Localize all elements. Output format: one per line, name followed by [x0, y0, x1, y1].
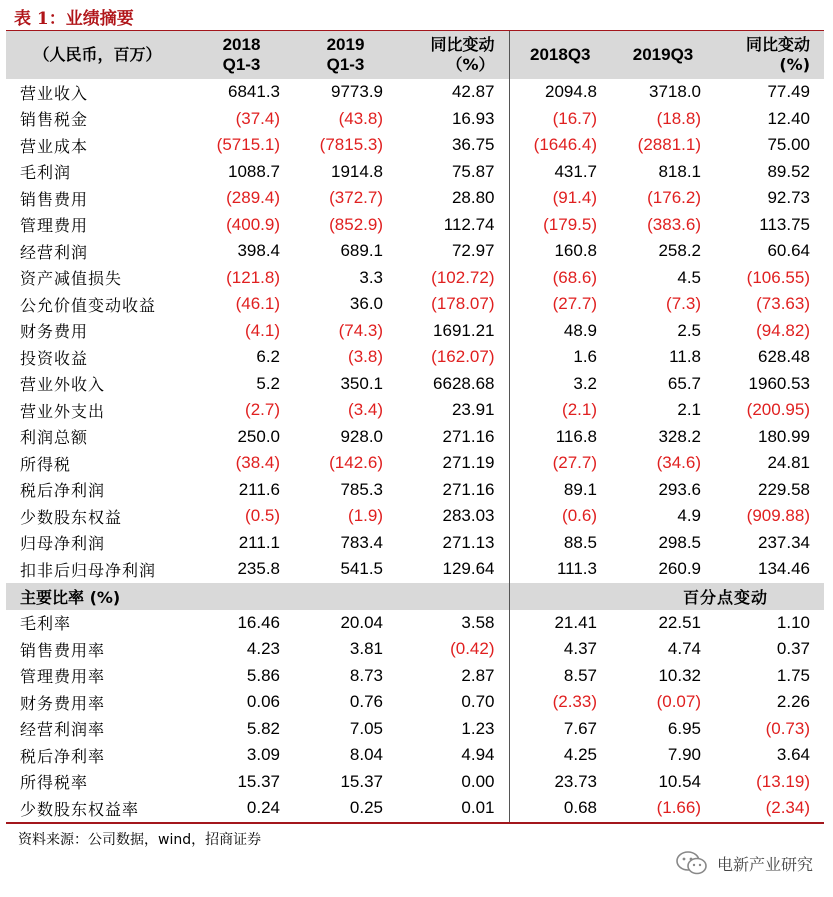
cell-value: 72.97 — [451, 241, 495, 261]
cell-value: 9773.9 — [331, 82, 383, 102]
row-label: 归母净利润 — [20, 534, 106, 554]
table-body — [6, 79, 824, 823]
cell-value: (34.6) — [656, 453, 701, 473]
cell-value: 16.46 — [237, 612, 280, 632]
cell-value: 3718.0 — [649, 82, 701, 102]
cell-value: 15.37 — [340, 771, 383, 791]
cell-value: 48.9 — [509, 318, 611, 345]
cell-value: 350.1 — [340, 373, 383, 393]
cell-value: (0.6) — [509, 503, 611, 530]
row-label: 毛利率 — [20, 614, 72, 634]
cell-value: 1.6 — [509, 344, 611, 371]
header-line1: 同比变动 — [430, 35, 495, 54]
cell-value: (38.4) — [235, 453, 280, 473]
section-right-label: 百分点变动 — [509, 583, 824, 610]
cell-value: 4.37 — [509, 636, 611, 663]
cell-value: 2.5 — [677, 320, 701, 340]
cell-value: 271.16 — [442, 426, 495, 446]
cell-value: 328.2 — [658, 426, 701, 446]
cell-value: 10.54 — [658, 771, 701, 791]
row-label: 少数股东权益率 — [6, 795, 189, 823]
row-label: 所得税率 — [20, 773, 89, 793]
cell-value: 237.34 — [758, 532, 810, 552]
cell-value: 7.05 — [349, 718, 383, 738]
cell-value: 92.73 — [767, 188, 810, 208]
cell-value: 75.00 — [767, 135, 810, 155]
table-row — [6, 344, 824, 371]
cell-value: 398.4 — [237, 241, 280, 261]
row-label: 经营利润 — [20, 242, 89, 262]
cell-value: (27.7) — [509, 291, 611, 318]
table-row — [6, 397, 824, 424]
cell-value: 1.23 — [461, 718, 495, 738]
row-label: 所得税 — [20, 454, 72, 474]
cell-value: (2.34) — [715, 795, 824, 823]
table-row — [6, 185, 824, 212]
cell-value: 258.2 — [658, 241, 701, 261]
cell-value: (2.33) — [509, 689, 611, 716]
row-label: 销售费用 — [20, 189, 89, 209]
cell-value: (178.07) — [431, 294, 495, 314]
row-label: 少数股东权益 — [20, 507, 123, 527]
cell-value: 113.75 — [759, 214, 810, 234]
header-col-yoy-1 — [397, 31, 509, 79]
cell-value: 89.52 — [767, 161, 810, 181]
cell-value: (16.7) — [509, 106, 611, 133]
cell-value: 271.19 — [442, 453, 495, 473]
cell-value: 260.9 — [658, 559, 701, 579]
row-label: 财务费用 — [20, 322, 89, 342]
table-row — [6, 610, 824, 637]
cell-value: 3.58 — [461, 612, 495, 632]
cell-value: 0.01 — [397, 795, 509, 823]
cell-value: 42.87 — [451, 82, 495, 102]
table-row — [6, 742, 824, 769]
row-label: 营业收入 — [20, 83, 89, 103]
table-row — [6, 689, 824, 716]
cell-value: (27.7) — [509, 450, 611, 477]
cell-value: 65.7 — [667, 373, 701, 393]
cell-value: 0.76 — [349, 692, 383, 712]
table-row — [6, 238, 824, 265]
cell-value: 4.25 — [509, 742, 611, 769]
table-row — [6, 503, 824, 530]
header-col-2018q3 — [509, 31, 611, 79]
cell-value: 1.10 — [776, 612, 810, 632]
cell-value: 6.95 — [667, 718, 701, 738]
cell-value: (3.4) — [348, 400, 383, 420]
header-col-2019-q1-3 — [294, 31, 397, 79]
watermark-text: 电新产业研究 — [716, 854, 813, 874]
cell-value: 4.23 — [246, 639, 280, 659]
cell-value: 160.8 — [509, 238, 611, 265]
cell-value: 88.5 — [509, 530, 611, 557]
table-row — [6, 318, 824, 345]
row-label: 公允价值变动收益 — [20, 295, 157, 315]
row-label: 销售费用率 — [20, 640, 106, 660]
cell-value: (400.9) — [226, 214, 280, 234]
cell-value: 3.2 — [509, 371, 611, 398]
cell-value: (74.3) — [338, 320, 383, 340]
header-line1: 2019 — [326, 35, 365, 54]
row-label: 毛利润 — [20, 163, 72, 183]
row-label: 税后净利润 — [20, 481, 106, 501]
cell-value: (68.6) — [509, 265, 611, 292]
cell-value: (372.7) — [329, 188, 383, 208]
table-row — [6, 371, 824, 398]
cell-value: 10.32 — [658, 665, 701, 685]
table-row — [6, 106, 824, 133]
cell-value: (5715.1) — [216, 135, 280, 155]
cell-value: (200.95) — [746, 400, 810, 420]
cell-value: 11.8 — [669, 347, 701, 367]
cell-value: 180.99 — [758, 426, 810, 446]
row-label: 资产减值损失 — [20, 269, 123, 289]
cell-value: (37.4) — [235, 108, 280, 128]
cell-value: 4.5 — [677, 267, 701, 287]
table-row — [6, 477, 824, 504]
cell-value: (852.9) — [329, 214, 383, 234]
cell-value: 28.80 — [451, 188, 495, 208]
cell-value: 0.37 — [776, 639, 810, 659]
row-label: 投资收益 — [20, 348, 89, 368]
header-line1: 2018 — [222, 35, 261, 54]
table-row — [6, 450, 824, 477]
cell-value: 541.5 — [340, 559, 383, 579]
cell-value: (46.1) — [235, 294, 280, 314]
cell-value: 4.74 — [667, 639, 701, 659]
cell-value: 0.00 — [461, 771, 495, 791]
row-label: 扣非后归母净利润 — [20, 560, 157, 580]
cell-value: 3.09 — [246, 745, 280, 765]
cell-value: (162.07) — [431, 347, 495, 367]
cell-value: 785.3 — [340, 479, 383, 499]
row-label: 财务费用率 — [20, 693, 106, 713]
cell-value: 16.93 — [451, 108, 495, 128]
cell-value: (13.19) — [756, 771, 810, 791]
cell-value: 7.67 — [509, 716, 611, 743]
cell-value: 2094.8 — [509, 79, 611, 106]
cell-value: (7.3) — [666, 294, 701, 314]
cell-value: (0.07) — [656, 692, 701, 712]
header-col-2019q3 — [611, 31, 715, 79]
cell-value: (0.5) — [245, 506, 280, 526]
row-label: 管理费用 — [20, 216, 89, 236]
table-row — [6, 265, 824, 292]
table-row — [6, 159, 824, 186]
cell-value: 6841.3 — [228, 82, 280, 102]
table-title: 表 1：业绩摘要 — [14, 9, 134, 29]
cell-value: (142.6) — [329, 453, 383, 473]
header-unit-label: （人民币，百万） — [6, 31, 189, 79]
cell-value: (2.7) — [245, 400, 280, 420]
cell-value: (176.2) — [647, 188, 701, 208]
cell-value: 211.1 — [238, 532, 280, 552]
header-line2: Q1-3 — [222, 55, 261, 74]
table-row — [6, 212, 824, 239]
table-row — [6, 769, 824, 796]
cell-value: 689.1 — [340, 241, 383, 261]
cell-value: 1088.7 — [228, 161, 280, 181]
table-row — [6, 79, 824, 106]
cell-value: 6.2 — [256, 347, 280, 367]
cell-value: 2.26 — [776, 692, 810, 712]
cell-value: 271.16 — [442, 479, 495, 499]
cell-value: 8.73 — [349, 665, 383, 685]
cell-value: 229.58 — [758, 479, 810, 499]
cell-value: 6628.68 — [433, 373, 495, 393]
cell-value: 3.81 — [349, 639, 383, 659]
cell-value: (289.4) — [226, 188, 280, 208]
header-line2: Q1-3 — [326, 55, 365, 74]
cell-value: 129.64 — [442, 559, 495, 579]
cell-value: 0.70 — [461, 692, 495, 712]
watermark — [675, 850, 813, 876]
cell-value: 628.48 — [758, 347, 810, 367]
cell-value: 4.94 — [461, 745, 495, 765]
row-label: 利润总额 — [20, 428, 89, 448]
header-line2: (%) — [779, 55, 810, 74]
cell-value: 235.8 — [237, 559, 280, 579]
cell-value: (102.72) — [431, 267, 495, 287]
cell-value: 1914.8 — [331, 161, 383, 181]
cell-value: 298.5 — [658, 532, 701, 552]
row-label: 经营利润率 — [20, 720, 106, 740]
cell-value: 77.49 — [767, 82, 810, 102]
cell-value: 293.6 — [658, 479, 701, 499]
table-row — [6, 291, 824, 318]
cell-value: 783.4 — [340, 532, 383, 552]
cell-value: (3.8) — [348, 347, 383, 367]
cell-value: (1.66) — [611, 795, 715, 823]
cell-value: 36.0 — [349, 294, 383, 314]
cell-value: 75.87 — [451, 161, 495, 181]
cell-value: 818.1 — [658, 161, 701, 181]
cell-value: 283.03 — [442, 506, 495, 526]
cell-value: 2.87 — [461, 665, 495, 685]
header-line2: （%） — [446, 55, 495, 74]
table-row — [6, 716, 824, 743]
cell-value: 5.82 — [246, 718, 280, 738]
cell-value: 8.57 — [509, 663, 611, 690]
cell-value: 15.37 — [237, 771, 280, 791]
row-label: 税后净利率 — [20, 746, 106, 766]
cell-value: (73.63) — [756, 294, 810, 314]
cell-value: 134.46 — [758, 559, 810, 579]
cell-value: 22.51 — [658, 612, 701, 632]
cell-value: 2.1 — [677, 400, 701, 420]
cell-value: (2.1) — [509, 397, 611, 424]
cell-value: 928.0 — [340, 426, 383, 446]
header-line1: 2018Q3 — [530, 45, 591, 64]
section-header-row — [6, 583, 824, 610]
row-label: 销售税金 — [20, 110, 89, 130]
cell-value: 271.13 — [442, 532, 495, 552]
table-row — [6, 795, 824, 823]
table-row — [6, 556, 824, 583]
cell-value: 4.9 — [677, 506, 701, 526]
cell-value: (179.5) — [509, 212, 611, 239]
cell-value: 36.75 — [451, 135, 495, 155]
cell-value: (91.4) — [509, 185, 611, 212]
table-row — [6, 530, 824, 557]
cell-value: 3.3 — [359, 267, 383, 287]
cell-value: (43.8) — [338, 108, 383, 128]
cell-value: 3.64 — [776, 745, 810, 765]
cell-value: (121.8) — [226, 267, 280, 287]
header-line1: 2019Q3 — [632, 45, 694, 64]
header-col-2018-q1-3 — [189, 31, 294, 79]
table-row — [6, 132, 824, 159]
cell-value: (0.73) — [765, 718, 810, 738]
cell-value: 20.04 — [340, 612, 383, 632]
cell-value: (909.88) — [746, 506, 810, 526]
cell-value: 1960.53 — [748, 373, 810, 393]
cell-value: 0.25 — [294, 795, 397, 823]
cell-value: (0.42) — [450, 639, 495, 659]
cell-value: (1.9) — [348, 506, 383, 526]
cell-value: 1691.21 — [433, 320, 495, 340]
table-row — [6, 636, 824, 663]
cell-value: (383.6) — [647, 214, 701, 234]
header-col-yoy-2 — [715, 31, 824, 79]
cell-value: 5.2 — [256, 373, 280, 393]
cell-value: (18.8) — [656, 108, 701, 128]
cell-value: 8.04 — [349, 745, 383, 765]
source-note: 资料来源：公司数据，wind，招商证券 — [18, 832, 262, 848]
cell-value: 5.86 — [246, 665, 280, 685]
cell-value: 60.64 — [767, 241, 810, 261]
cell-value: 111.3 — [509, 556, 611, 583]
row-label: 营业外支出 — [20, 401, 106, 421]
cell-value: 24.81 — [767, 453, 810, 473]
wechat-icon — [675, 850, 709, 876]
cell-value: 89.1 — [509, 477, 611, 504]
cell-value: (94.82) — [756, 320, 810, 340]
table-row — [6, 663, 824, 690]
cell-value: 23.91 — [451, 400, 495, 420]
cell-value: 0.06 — [246, 692, 280, 712]
header-line1: 同比变动 — [745, 35, 810, 54]
cell-value: (7815.3) — [319, 135, 383, 155]
cell-value: 23.73 — [509, 769, 611, 796]
row-label: 营业外收入 — [20, 375, 106, 395]
earnings-summary-table — [6, 31, 824, 824]
cell-value: 12.40 — [767, 108, 810, 128]
cell-value: 211.6 — [238, 479, 280, 499]
cell-value: 250.0 — [237, 426, 280, 446]
cell-value: 112.74 — [443, 214, 495, 234]
cell-value: (106.55) — [746, 267, 810, 287]
table-row — [6, 424, 824, 451]
section-title: 主要比率 (%) — [6, 583, 509, 610]
cell-value: 1.75 — [776, 665, 810, 685]
cell-value: 7.90 — [667, 745, 701, 765]
row-label: 管理费用率 — [20, 667, 106, 687]
cell-value: 431.7 — [509, 159, 611, 186]
cell-value: (2881.1) — [637, 135, 701, 155]
header-row — [6, 31, 824, 79]
cell-value: (4.1) — [245, 320, 280, 340]
cell-value: (1646.4) — [509, 132, 611, 159]
cell-value: 0.68 — [509, 795, 611, 823]
cell-value: 0.24 — [189, 795, 294, 823]
cell-value: 116.8 — [509, 424, 611, 451]
cell-value: 21.41 — [509, 610, 611, 637]
row-label: 营业成本 — [20, 136, 89, 156]
